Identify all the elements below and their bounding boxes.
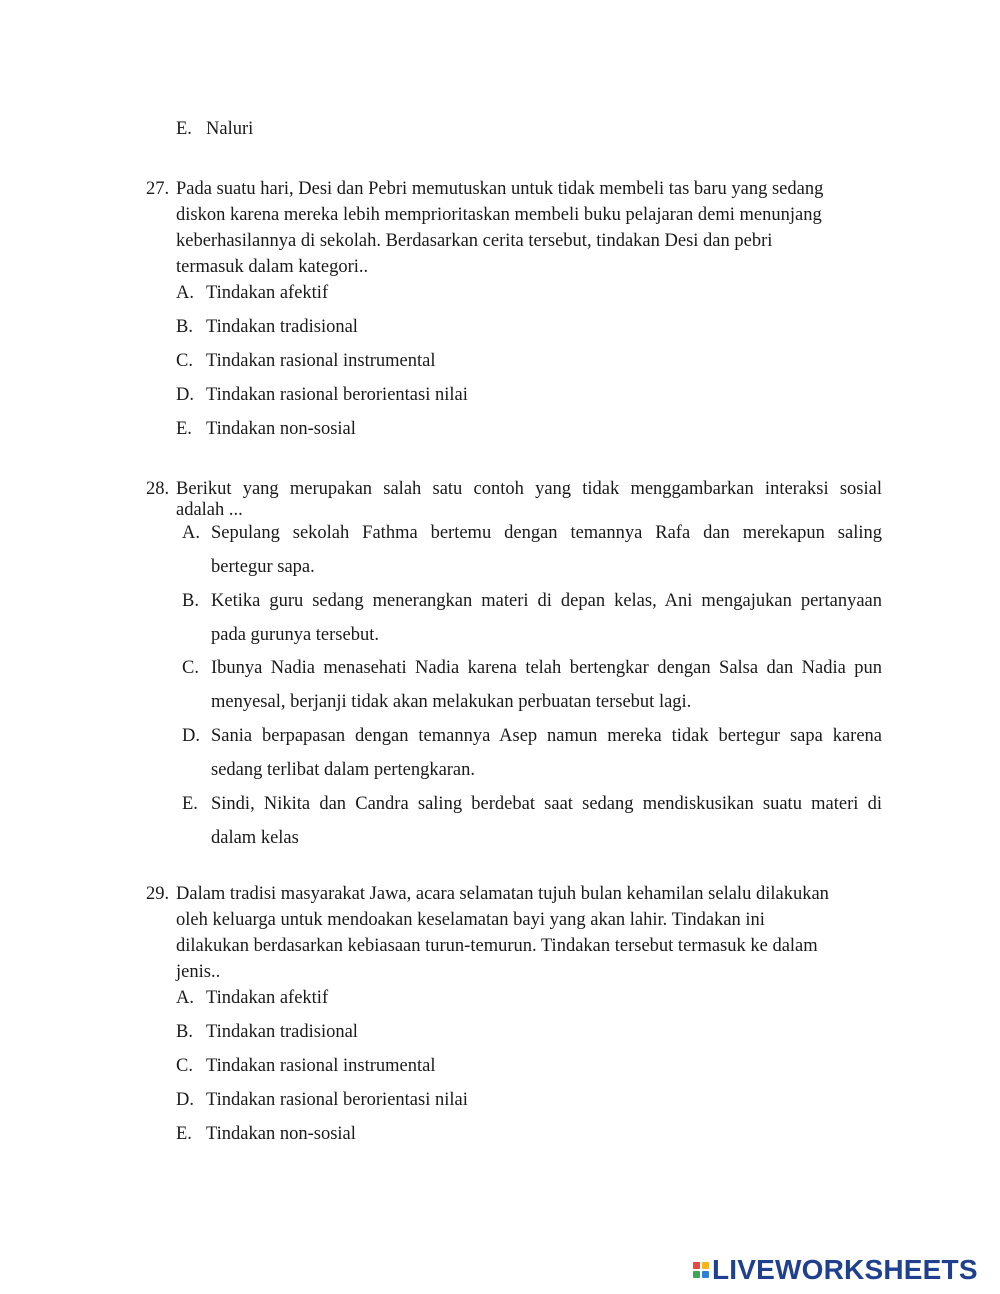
option-letter: E. (182, 794, 198, 814)
option-letter: A. (182, 523, 200, 543)
option-text: Tindakan rasional instrumental (206, 351, 436, 371)
logo-square (702, 1262, 709, 1269)
option-letter: D. (176, 1090, 194, 1110)
question-text-line: dilakukan berdasarkan kebiasaan turun-temurun. Tindakan tersebut termasuk ke dalam (176, 936, 818, 956)
option-letter: E. (176, 1124, 192, 1144)
logo-text: LIVEWORKSHEETS (712, 1254, 978, 1285)
question-text-line: adalah ... (176, 500, 243, 520)
question-number: 27. (146, 179, 170, 199)
liveworksheets-logo[interactable] (693, 1255, 978, 1285)
question-text-line: Dalam tradisi masyarakat Jawa, acara selamatan tujuh bulan kehamilan selalu dilakukan (176, 884, 829, 904)
option-text: Tindakan afektif (206, 988, 329, 1008)
question-text-line: diskon karena mereka lebih memprioritaskan membeli buku pelajaran demi menunjang (176, 205, 822, 225)
option-text: Tindakan rasional berorientasi nilai (206, 1090, 468, 1110)
option-text: Tindakan non-sosial (206, 1124, 356, 1144)
option-text: Tindakan rasional berorientasi nilai (206, 385, 468, 405)
question-text-line: Berikut yang merupakan salah satu contoh yang tidak menggambarkan interaksi sosial (176, 479, 882, 499)
logo-square (693, 1271, 700, 1278)
option-text-line: Ibunya Nadia menasehati Nadia karena telah bertengkar dengan Salsa dan Nadia pun (211, 658, 882, 678)
option-letter: C. (176, 351, 193, 371)
option-text-line: Sindi, Nikita dan Candra saling berdebat saat sedang mendiskusikan suatu materi di (211, 794, 882, 814)
option-letter: B. (182, 591, 199, 611)
option-text: Tindakan afektif (206, 283, 329, 303)
question-text-line: keberhasilannya di sekolah. Berdasarkan cerita tersebut, tindakan Desi dan pebri (176, 231, 773, 251)
option-letter: B. (176, 317, 193, 337)
liveworksheets-icon (693, 1262, 709, 1278)
option-text-line: Sepulang sekolah Fathma bertemu dengan temannya Rafa dan merekapun saling (211, 523, 882, 543)
question-text-line: oleh keluarga untuk mendoakan keselamatan bayi yang akan lahir. Tindakan ini (176, 910, 765, 930)
question-text-line: Pada suatu hari, Desi dan Pebri memutuskan untuk tidak membeli tas baru yang sedang (176, 179, 824, 199)
option-text: Tindakan non-sosial (206, 419, 356, 439)
logo-square (693, 1262, 700, 1269)
question-number: 29. (146, 884, 170, 904)
option-letter: E. (176, 119, 192, 139)
option-letter: D. (176, 385, 194, 405)
option-text-line: pada gurunya tersebut. (211, 625, 379, 645)
option-text-line: menyesal, berjanji tidak akan melakukan perbuatan tersebut lagi. (211, 692, 692, 712)
option-text: Tindakan rasional instrumental (206, 1056, 436, 1076)
logo-square (702, 1271, 709, 1278)
option-letter: A. (176, 988, 194, 1008)
question-text-line: jenis.. (176, 962, 221, 982)
question-text-line: termasuk dalam kategori.. (176, 257, 369, 277)
option-letter: A. (176, 283, 194, 303)
option-text: Naluri (206, 119, 254, 139)
option-text-line: dalam kelas (211, 828, 299, 848)
option-letter: C. (176, 1056, 193, 1076)
question-number: 28. (146, 479, 170, 499)
option-letter: E. (176, 419, 192, 439)
option-text-line: sedang terlibat dalam pertengkaran. (211, 760, 476, 780)
option-text: Tindakan tradisional (206, 317, 358, 337)
option-text: Tindakan tradisional (206, 1022, 358, 1042)
option-text-line: Ketika guru sedang menerangkan materi di depan kelas, Ani mengajukan pertanyaan (211, 591, 882, 611)
option-letter: B. (176, 1022, 193, 1042)
option-letter: D. (182, 726, 200, 746)
option-text-line: Sania berpapasan dengan temannya Asep namun mereka tidak bertegur sapa karena (211, 726, 882, 746)
option-letter: C. (182, 658, 199, 678)
option-text-line: bertegur sapa. (211, 557, 315, 577)
